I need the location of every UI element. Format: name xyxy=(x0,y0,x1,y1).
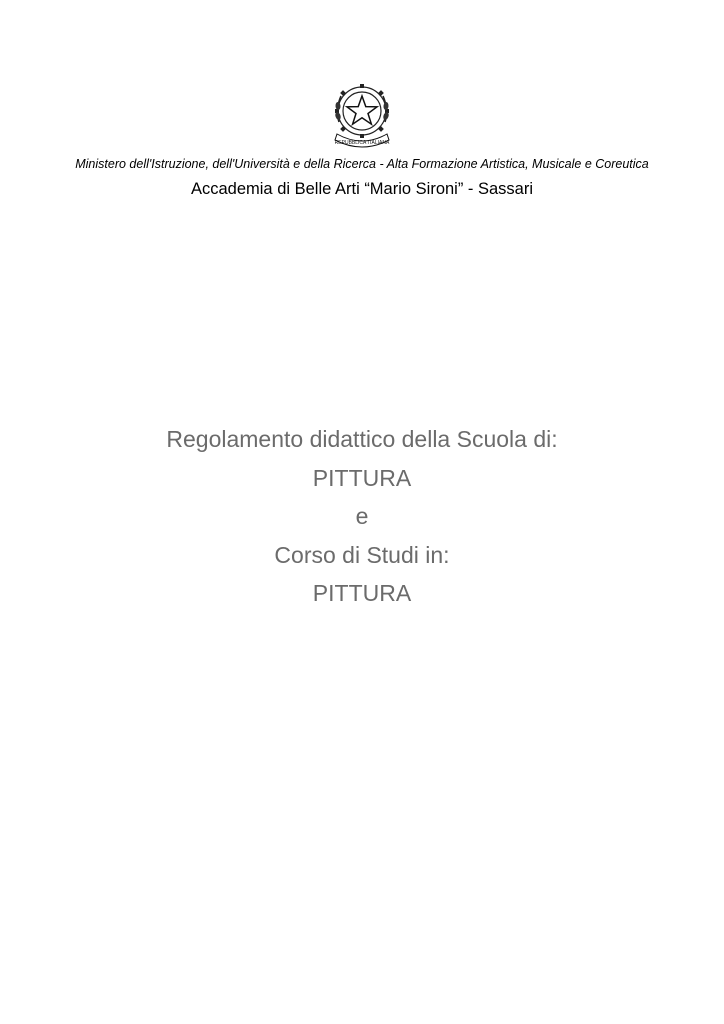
title-line-scuola-name: PITTURA xyxy=(312,464,412,491)
title-line-corso: Corso di Studi in: xyxy=(274,541,450,568)
title-line-regolamento: Regolamento didattico della Scuola di: xyxy=(166,426,558,452)
academy-heading: Accademia di Belle Arti “Mario Sironi” - Sassari xyxy=(190,180,534,198)
title-line-corso-name: PITTURA xyxy=(312,580,412,606)
svg-text:REPUBBLICA ITALIANA: REPUBBLICA ITALIANA xyxy=(334,140,390,146)
ministry-heading: Ministero dell'Istruzione, dell'Università e della Ricerca - Alta Formazione Artistica, Musicale e Coreutica xyxy=(75,157,649,171)
italian-republic-emblem-icon xyxy=(329,82,395,152)
document-title xyxy=(0,420,724,613)
title-line-conjunction: e xyxy=(355,503,369,529)
